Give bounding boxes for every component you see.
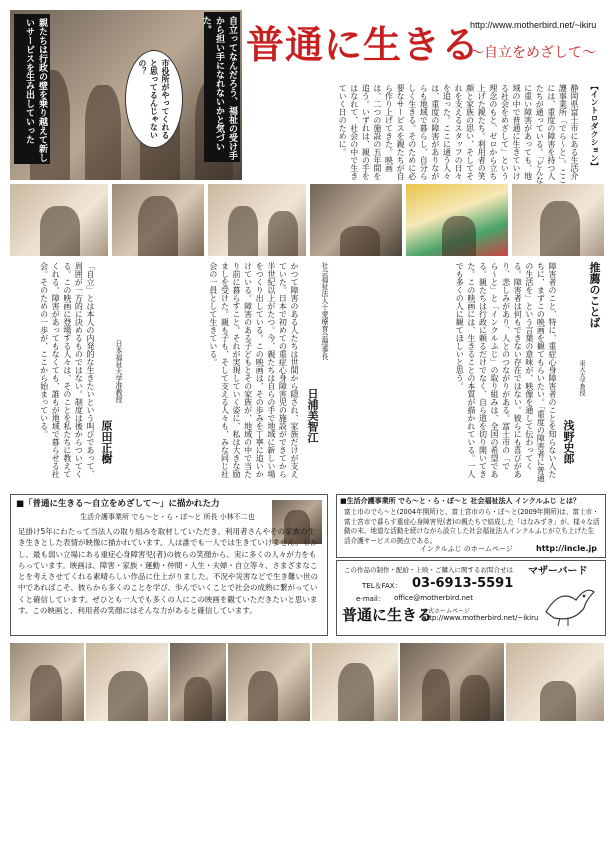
recommend-author: 浅野史郎 bbox=[562, 420, 575, 464]
bottom-photo-1 bbox=[10, 643, 84, 721]
mid-photo-1 bbox=[10, 184, 108, 256]
page-title: 普通に生きる bbox=[246, 22, 481, 67]
mid-photo-6 bbox=[512, 184, 604, 256]
contact-tel-label: TEL＆FAX： bbox=[362, 582, 402, 590]
production-heading: ■「普通に生きる〜自立をめざして〜」に描かれた力 bbox=[16, 499, 220, 509]
contact-email[interactable]: office@motherbird.net bbox=[394, 594, 473, 602]
mid-photo-4 bbox=[310, 184, 402, 256]
site-url[interactable]: http://www.motherbird.net/~ikiru bbox=[470, 20, 597, 30]
comment1-text: かつて障害のある人たちは世間から隠され、家族だけが支えていた。日本で初めての重症心身障害児の施設ができてから半世紀以上がたつ。今、親たちは自らの手で地域に新しい場をつくり出している。この映画は、その歩みを丁寧に追いかけている。障害のある子どもとその家族が、地域の中で当たり前に暮らすこと。それが実現していく姿に、私は大きな励ましを受けた。親も子も、そして支える人々も、みな同じ社会の一員として生きている。 bbox=[208, 262, 299, 478]
contact-homepage-label: 公式ホームページ bbox=[422, 608, 470, 615]
quote-bubble-text: 市役所がやってくれると思ってるんじゃないの？ bbox=[137, 59, 170, 139]
mid-photo-5 bbox=[406, 184, 508, 256]
production-subhead: 生活介護事業所 でら〜と・ら・ぼ〜と 所長 小林不二也 bbox=[80, 513, 255, 521]
contact-tel: 03-6913-5591 bbox=[412, 576, 514, 591]
comment2-text: 「自立」とは本人の内発的な生きたいという叫びであって、周囲が一方的に決めるものではない。制度は後からついてくる。この映画に登場する人々は、そのことを私たちに教えてくれる。障害があってもなくても、誰もが地域で暮らせる社会。そのための一歩が、ここから始まっている。 bbox=[39, 262, 95, 478]
contact-homepage-url[interactable]: http://www.motherbird.net/~ikiru bbox=[422, 614, 539, 622]
contact-heading: この作品の制作・配給・上映・ご購入に関するお問合せは bbox=[344, 566, 513, 574]
contact-company: マザーバード bbox=[528, 566, 588, 577]
bottom-photo-4 bbox=[228, 643, 310, 721]
comment1-name: 日浦美智江 bbox=[306, 388, 319, 443]
intro-heading: 【イントロダクション】 bbox=[590, 82, 599, 170]
recommend-affil: 東大大学教授 bbox=[578, 360, 585, 396]
about-text: 富士市のでら〜と(2004年開所)と、富士宮市のら・ぼ〜と(2009年開所)は、富士市・富士宮市で暮らす重症心身障害児(者)の親たちで結成した「はなみずき」が、様々な活動の末、地道な活動を続けながら設立した社会福祉法人インクルふじが立ち上げた生活介護サービスの拠点である。 bbox=[344, 508, 600, 545]
quote-left-text: 親たちは行政の壁を乗り越えて新しいサービスを生み出していった bbox=[23, 18, 47, 162]
about-heading: ■生活介護事業所 でら〜と・ら・ぼ〜と 社会福祉法人 インクルふじ とは？ bbox=[340, 497, 581, 505]
bottom-photo-3 bbox=[170, 643, 226, 721]
contact-email-label: e-mail： bbox=[356, 595, 385, 603]
bottom-photo-5 bbox=[312, 643, 398, 721]
bottom-photo-6 bbox=[400, 643, 504, 721]
mid-photo-2 bbox=[112, 184, 204, 256]
comment2-affil: 日本福祉大学准教授 bbox=[115, 340, 123, 403]
bird-illustration-icon bbox=[540, 578, 598, 628]
recommend-text: 障害者のこと、特に、重症心身障害者のことを知らない人たちに、まずこの映画を観てもらいたい。「重度の障害者に普通の生活を」という言葉の意味が、映像を通して伝わってくる。障害者は何もできない存在ではない。彼らにも喜びがあり、悲しみがあり、人とのつながりがある。富士市の「でら〜と」と「インクルふじ」の取り組みは、全国の希望である。親たちは行政に頼るだけでなく、自ら道を切り開いてきた。この映画には、生きることの本質が描かれている。一人でも多くの人に観てほしいと思う。 bbox=[455, 262, 557, 482]
quote-right-text: 自立ってなんだろう、福祉の受け手から担い手になれないかと気づいた。 bbox=[200, 16, 237, 160]
comment1-affil: 社会福祉法人十愛療育会理事長 bbox=[321, 262, 329, 360]
about-link-label: インクルふじ のホームページ bbox=[420, 545, 513, 553]
about-link-url[interactable]: http://incle.jp bbox=[536, 544, 597, 553]
bottom-photo-7 bbox=[506, 643, 604, 721]
production-text: 足掛け5年にわたって当法人の取り組みを取材していただき、利用者さんやその家族の生き生きとした表情が映像に描かれています。人は誰でも一人では生きていけません。しかし、最も弱い立場にある重症心身障害児(者)の彼らの笑顔から、実に多くの人々が力をもらっています。映画は、障害・家族・運動・仲間・人生・夫婦・自立等々、さまざまなことを考えさせてくれる素晴らしい作品に仕上がりました。不況や災害などで生き難い世の中であればこそ、彼らから多くのことを学び、歩んでいくことで社会の成熟に繋がっていくと確信しています。ぜひとも一人でも多くの人にこの映画を観ていただきたいと思います。この映画と、利用者の笑顔にはそんな力があると確信しています。 bbox=[18, 527, 318, 615]
quote-bubble bbox=[125, 50, 183, 148]
recommend-heading: 推薦のことば bbox=[588, 262, 601, 328]
mid-photo-3 bbox=[208, 184, 306, 256]
comment2-name: 原田正樹 bbox=[100, 420, 113, 464]
page-subtitle: 〜自立をめざして〜 bbox=[470, 45, 596, 61]
contact-logo: 普通に生きる bbox=[342, 606, 433, 624]
bottom-photo-2 bbox=[86, 643, 168, 721]
intro-text: 静岡県富士市にある生活介護事業所「でら〜と」。ここには、重度の障害を持つ人たちが通っている。「どんなに重い障害があっても、地域の中で普通に生きていける社会をめざして」という理念のもと、ゼロから立ち上げた親たち。利用者の笑顔と家族の思い、そしてそれを支えるスタッフの日々を追った。ここに通う人々は、重度の障害がありながらも地域で暮らし、自分らしく生きる。そのために必要なサービスを親たちが自ら作り上げてきた。映画は、二つの施設の五年間を追う。いずれは、親の手をはなれて、社会の中で生きていく日のために。 bbox=[338, 84, 579, 184]
